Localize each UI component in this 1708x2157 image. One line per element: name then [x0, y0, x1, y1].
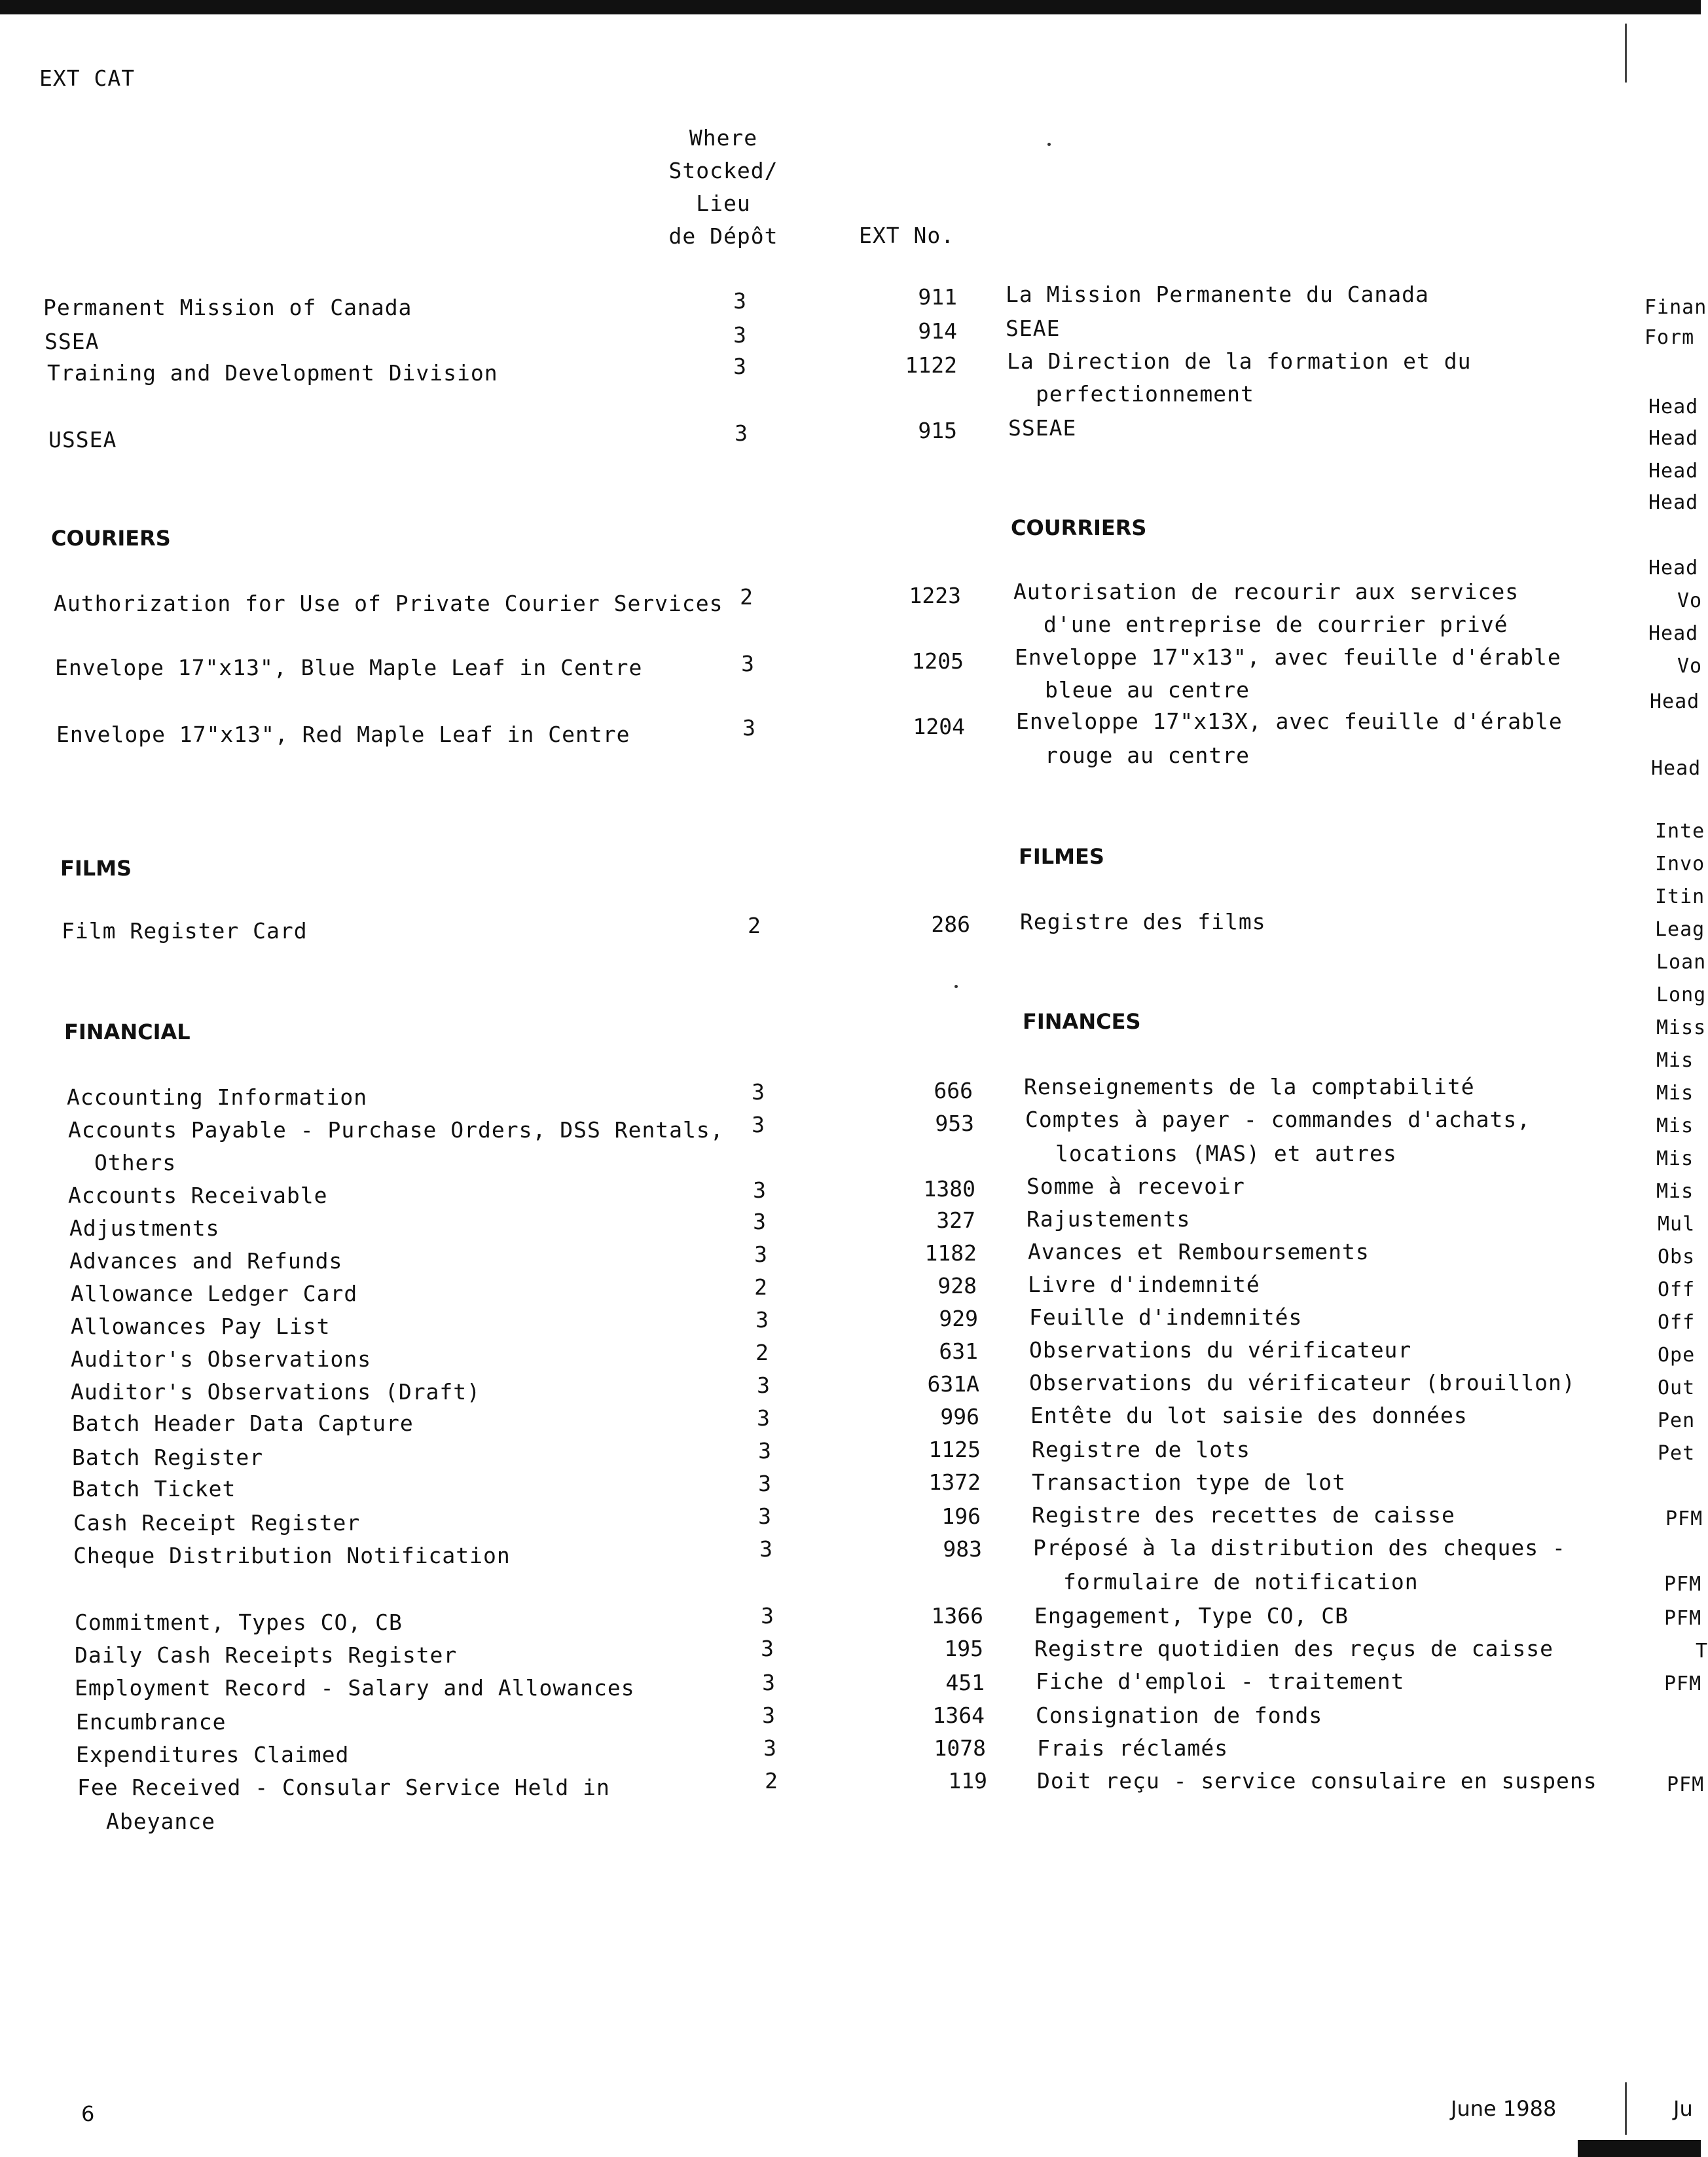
- adjacent-page-fragment: Vo: [1677, 655, 1703, 678]
- adjacent-page-fragment: Off: [1658, 1278, 1696, 1301]
- entry-french: Observations du vérificateur (brouillon): [1029, 1370, 1576, 1395]
- adjacent-page-fragment: Mis: [1656, 1082, 1694, 1105]
- entry-french: Registre des recettes de caisse: [1032, 1502, 1455, 1528]
- entry-location: 3: [763, 1735, 776, 1761]
- entry-location: 3: [757, 1405, 770, 1431]
- adjacent-page-fragment: T: [1696, 1640, 1708, 1663]
- adjacent-page-fragment: Off: [1658, 1311, 1696, 1334]
- entry-location: 3: [761, 1603, 774, 1629]
- entry-french-continued: formulaire de notification: [1063, 1569, 1419, 1595]
- column-header-stock-line: Stocked/: [668, 158, 778, 183]
- scan-bottom-edge: [1578, 2140, 1701, 2157]
- adjacent-page-fragment: Miss: [1656, 1016, 1707, 1039]
- adjacent-page-fragment: Head: [1651, 757, 1701, 780]
- entry-english: Expenditures Claimed: [76, 1742, 350, 1767]
- adjacent-page-fragment: PFM: [1664, 1607, 1702, 1630]
- entry-english: Commitment, Types CO, CB: [75, 1610, 403, 1635]
- entry-location: 3: [742, 715, 755, 741]
- entry-french: La Mission Permanente du Canada: [1006, 282, 1429, 307]
- entry-english: Permanent Mission of Canada: [43, 295, 412, 320]
- adjacent-page-fragment: Head: [1648, 427, 1699, 450]
- entry-english: Batch Header Data Capture: [72, 1410, 414, 1436]
- entry-number: 195: [944, 1636, 983, 1661]
- entry-location: 3: [753, 1177, 766, 1203]
- adjacent-page-fragment: Head: [1648, 396, 1699, 418]
- adjacent-page-fragment: PFM: [1664, 1573, 1702, 1596]
- entry-french: Renseignements de la comptabilité: [1024, 1074, 1475, 1099]
- page-number: 6: [81, 2101, 95, 2126]
- adjacent-page-fragment: Form: [1644, 326, 1695, 349]
- section-title-finances: FINANCES: [1023, 1009, 1141, 1034]
- entry-number: 928: [937, 1273, 977, 1299]
- entry-english: Adjustments: [69, 1215, 220, 1241]
- adjacent-page-fragment: Pen: [1658, 1409, 1696, 1432]
- adjacent-page-fragment: Mul: [1658, 1213, 1696, 1236]
- entry-english: Batch Ticket: [72, 1476, 236, 1502]
- entry-location: 3: [735, 420, 748, 446]
- entry-english: Accounts Payable - Purchase Orders, DSS Rentals,: [68, 1117, 724, 1143]
- entry-english: Auditor's Observations (Draft): [71, 1379, 481, 1405]
- entry-english: Cash Receipt Register: [73, 1510, 361, 1536]
- entry-french: Doit reçu - service consulaire en suspens: [1037, 1768, 1597, 1794]
- entry-number: 1078: [934, 1735, 986, 1761]
- entry-english: Allowance Ledger Card: [71, 1281, 358, 1306]
- entry-number: 196: [941, 1503, 981, 1529]
- entry-location: 2: [765, 1768, 778, 1794]
- adjacent-page-fragment: Head: [1648, 622, 1699, 645]
- entry-french: Fiche d'emploi - traitement: [1036, 1668, 1405, 1694]
- entry-location: 3: [761, 1636, 774, 1661]
- adjacent-page-fragment: Leag: [1655, 918, 1705, 941]
- entry-english: Cheque Distribution Notification: [73, 1543, 511, 1568]
- entry-french: Engagement, Type CO, CB: [1034, 1603, 1349, 1629]
- entry-location: 3: [755, 1307, 769, 1333]
- entry-number: 1366: [931, 1603, 983, 1629]
- adjacent-page-fragment: Long: [1656, 984, 1707, 1006]
- entry-english: Envelope 17"x13", Blue Maple Leaf in Centre: [55, 655, 643, 680]
- adjacent-page-fragment: Head: [1650, 690, 1700, 713]
- entry-english: Daily Cash Receipts Register: [75, 1642, 458, 1668]
- adjacent-page-fragment: Mis: [1656, 1147, 1694, 1170]
- entry-french: Somme à recevoir: [1027, 1173, 1245, 1199]
- adjacent-page-fragment: PFM: [1667, 1773, 1705, 1796]
- entry-number: 915: [918, 418, 957, 443]
- entry-french: Livre d'indemnité: [1028, 1272, 1260, 1297]
- entry-english: Training and Development Division: [47, 360, 498, 386]
- entry-french-continued: bleue au centre: [1045, 677, 1250, 703]
- entry-french: Rajustements: [1027, 1206, 1191, 1232]
- entry-english: Accounting Information: [67, 1084, 368, 1110]
- adjacent-page-fragment: Mis: [1656, 1049, 1694, 1072]
- adjacent-page-fragment: Mis: [1656, 1180, 1694, 1203]
- next-page-date-fragment: Ju: [1673, 2096, 1693, 2121]
- adjacent-page-fragment: Inte: [1655, 820, 1705, 843]
- entry-location: 3: [762, 1670, 775, 1695]
- entry-english-continued: Abeyance: [106, 1809, 215, 1834]
- adjacent-page-fragment: Invo: [1655, 853, 1705, 876]
- entry-number: 451: [945, 1670, 985, 1695]
- entry-french: Registre de lots: [1032, 1437, 1250, 1462]
- entry-number: 1125: [928, 1437, 981, 1462]
- adjacent-page-fragment: Head: [1648, 557, 1699, 580]
- entry-number: 1223: [909, 583, 961, 608]
- adjacent-page-fragment: Ope: [1658, 1344, 1696, 1367]
- header-code: EXT CAT: [39, 65, 136, 91]
- entry-location: 2: [740, 584, 753, 610]
- entry-number: 929: [939, 1306, 978, 1331]
- entry-number: 286: [931, 912, 970, 937]
- entry-french: Registre quotidien des reçus de caisse: [1034, 1636, 1554, 1661]
- adjacent-page-fragment: Out: [1658, 1376, 1696, 1399]
- entry-french-continued: perfectionnement: [1036, 381, 1254, 407]
- entry-location: 3: [752, 1079, 765, 1105]
- entry-english: USSEA: [48, 427, 117, 452]
- entry-location: 3: [753, 1209, 766, 1234]
- adjacent-page-fragment: Finan: [1644, 296, 1707, 319]
- entry-number: 996: [940, 1404, 979, 1429]
- entry-number: 119: [948, 1768, 987, 1794]
- entry-location: 3: [741, 651, 754, 676]
- entry-french-continued: locations (MAS) et autres: [1055, 1141, 1397, 1166]
- entry-number: 914: [918, 318, 957, 344]
- section-title-couriers: COURIERS: [51, 526, 171, 551]
- adjacent-page-fragment: Itin: [1655, 885, 1705, 908]
- scan-top-edge: [0, 0, 1701, 14]
- entry-number: 953: [935, 1111, 974, 1136]
- entry-number: 1182: [924, 1240, 977, 1266]
- entry-french: Autorisation de recourir aux services: [1013, 579, 1519, 604]
- entry-english: Fee Received - Consular Service Held in: [77, 1775, 610, 1800]
- adjacent-page-fragment: Head: [1648, 491, 1699, 514]
- entry-location: 2: [754, 1274, 767, 1300]
- adjacent-page-fragment: Vo: [1677, 589, 1703, 612]
- section-title-financial: FINANCIAL: [64, 1020, 191, 1044]
- entry-english: Encumbrance: [76, 1709, 227, 1735]
- column-header-where-stocked: [648, 122, 799, 253]
- entry-number: 983: [943, 1536, 982, 1562]
- entry-number: 1204: [913, 714, 965, 739]
- section-title-filmes: FILMES: [1019, 844, 1104, 869]
- entry-location: 3: [758, 1503, 771, 1529]
- entry-number: 1205: [911, 648, 964, 674]
- entry-french: Entête du lot saisie des données: [1030, 1403, 1468, 1428]
- page-gutter-line-top: [1625, 24, 1627, 83]
- adjacent-page-fragment: Obs: [1658, 1245, 1696, 1268]
- entry-number: 327: [936, 1208, 975, 1233]
- entry-number: 1372: [928, 1469, 981, 1495]
- page-gutter-line-bottom: [1625, 2082, 1627, 2135]
- entry-location: 3: [733, 322, 746, 348]
- entry-location: 3: [752, 1112, 765, 1137]
- entry-french: La Direction de la formation et du: [1007, 348, 1472, 374]
- column-header-stock-line: Where: [689, 125, 758, 151]
- entry-french: Feuille d'indemnités: [1029, 1304, 1303, 1330]
- entry-english: Advances and Refunds: [69, 1248, 343, 1274]
- entry-location: 3: [759, 1536, 772, 1562]
- entry-number: 631: [939, 1338, 978, 1364]
- entry-french: Préposé à la distribution des cheques -: [1033, 1535, 1566, 1560]
- column-header-ext-no: EXT No.: [859, 223, 955, 248]
- scan-speck: [954, 985, 958, 988]
- entry-english: Envelope 17"x13", Red Maple Leaf in Centre: [56, 722, 630, 747]
- column-header-stock-line: de Dépôt: [668, 223, 778, 249]
- entry-location: 3: [733, 288, 746, 314]
- entry-number: 911: [918, 284, 957, 310]
- entry-french: Avances et Remboursements: [1028, 1239, 1370, 1264]
- entry-number: 631A: [927, 1371, 979, 1397]
- entry-english: SSEA: [45, 329, 100, 354]
- adjacent-page-fragment: Pet: [1658, 1442, 1696, 1465]
- entry-english: Authorization for Use of Private Courier Services: [54, 591, 723, 616]
- adjacent-page-fragment: Mis: [1656, 1115, 1694, 1137]
- scan-speck: [1047, 143, 1051, 146]
- entry-number: 1364: [932, 1703, 985, 1728]
- entry-french: Consignation de fonds: [1036, 1703, 1323, 1728]
- page-date: June 1988: [1451, 2096, 1557, 2121]
- adjacent-page-fragment: PFM: [1665, 1507, 1703, 1530]
- entry-location: 3: [762, 1703, 775, 1728]
- entry-french: Observations du vérificateur: [1029, 1337, 1412, 1363]
- entry-french: Enveloppe 17"x13X, avec feuille d'érable: [1016, 709, 1563, 734]
- entry-location: 3: [758, 1471, 771, 1496]
- entry-english: Accounts Receivable: [68, 1183, 328, 1208]
- section-title-films: FILMS: [60, 856, 132, 881]
- entry-french: Comptes à payer - commandes d'achats,: [1025, 1107, 1531, 1132]
- entry-french-continued: rouge au centre: [1045, 743, 1250, 768]
- entry-number: 666: [934, 1078, 973, 1103]
- entry-location: 3: [758, 1438, 771, 1464]
- entry-english: Auditor's Observations: [71, 1346, 372, 1372]
- entry-number: 1380: [923, 1176, 975, 1202]
- entry-french: Frais réclamés: [1037, 1735, 1229, 1761]
- adjacent-page-fragment: Head: [1648, 460, 1699, 483]
- adjacent-page-fragment: Loan: [1656, 951, 1707, 974]
- entry-french: Registre des films: [1020, 909, 1266, 934]
- entry-french: SEAE: [1006, 316, 1061, 341]
- section-title-courriers: COURRIERS: [1011, 515, 1147, 540]
- column-header-stock-line: Lieu: [696, 191, 751, 216]
- entry-english: Batch Register: [72, 1445, 264, 1470]
- entry-french-continued: d'une entreprise de courrier privé: [1044, 612, 1508, 637]
- entry-english: Employment Record - Salary and Allowances: [75, 1675, 635, 1701]
- adjacent-page-fragment: PFM: [1664, 1672, 1702, 1695]
- entry-location: 2: [755, 1340, 769, 1365]
- entry-french: Enveloppe 17"x13", avec feuille d'érable: [1015, 644, 1561, 670]
- entry-english: Film Register Card: [62, 918, 308, 944]
- entry-location: 3: [757, 1373, 770, 1398]
- entry-french: SSEAE: [1008, 415, 1077, 441]
- entry-location: 3: [754, 1242, 767, 1267]
- entry-number: 1122: [905, 352, 957, 378]
- entry-french: Transaction type de lot: [1032, 1469, 1346, 1495]
- entry-english-continued: Others: [94, 1150, 177, 1175]
- entry-english: Allowances Pay List: [71, 1314, 331, 1339]
- entry-location: 3: [733, 354, 746, 379]
- entry-location: 2: [748, 913, 761, 938]
